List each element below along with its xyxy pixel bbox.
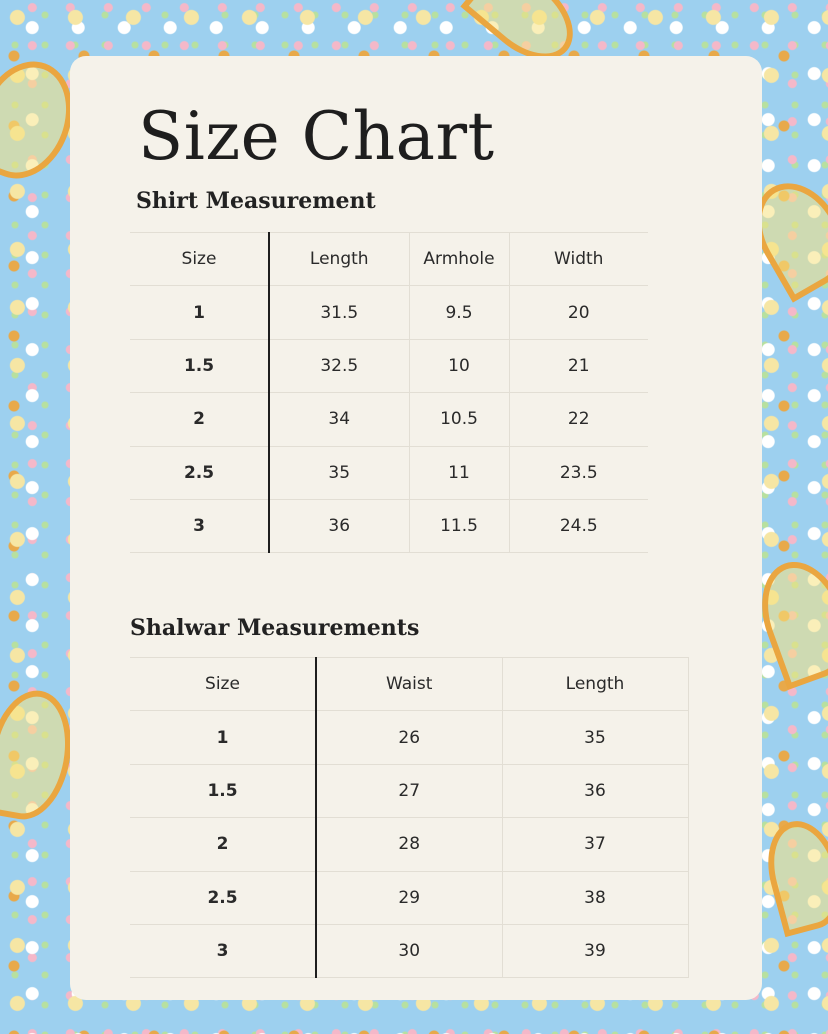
table-cell: 39 bbox=[502, 924, 688, 977]
table-cell: 9.5 bbox=[409, 286, 509, 339]
shirt-table bbox=[130, 232, 648, 553]
table-cell: 28 bbox=[316, 818, 502, 871]
table-row bbox=[130, 818, 688, 871]
table-cell: 24.5 bbox=[509, 499, 648, 552]
size-cell: 1.5 bbox=[130, 764, 316, 817]
column-header: Armhole bbox=[409, 233, 509, 286]
size-cell: 2.5 bbox=[130, 446, 269, 499]
table-cell: 34 bbox=[269, 393, 409, 446]
table-cell: 10 bbox=[409, 339, 509, 392]
table-cell: 29 bbox=[316, 871, 502, 924]
table-row bbox=[130, 286, 648, 339]
column-header: Width bbox=[509, 233, 648, 286]
table-header-row bbox=[130, 233, 648, 286]
table-cell: 11 bbox=[409, 446, 509, 499]
table-row bbox=[130, 924, 688, 977]
table-cell: 30 bbox=[316, 924, 502, 977]
column-header: Waist bbox=[316, 658, 502, 711]
shalwar-table bbox=[130, 657, 689, 978]
table-cell: 35 bbox=[269, 446, 409, 499]
table-header-row bbox=[130, 658, 688, 711]
table-row bbox=[130, 711, 688, 764]
table-row bbox=[130, 871, 688, 924]
table-cell: 21 bbox=[509, 339, 648, 392]
shirt-heading: Shirt Measurement bbox=[136, 188, 376, 214]
table-cell: 36 bbox=[269, 499, 409, 552]
table-row bbox=[130, 764, 688, 817]
table-cell: 35 bbox=[502, 711, 688, 764]
size-cell: 3 bbox=[130, 924, 316, 977]
table-cell: 36 bbox=[502, 764, 688, 817]
size-cell: 1 bbox=[130, 711, 316, 764]
table-cell: 22 bbox=[509, 393, 648, 446]
table-cell: 10.5 bbox=[409, 393, 509, 446]
size-cell: 2.5 bbox=[130, 871, 316, 924]
table-cell: 20 bbox=[509, 286, 648, 339]
table-cell: 31.5 bbox=[269, 286, 409, 339]
table-cell: 26 bbox=[316, 711, 502, 764]
table-row bbox=[130, 393, 648, 446]
table-row bbox=[130, 499, 648, 552]
size-cell: 1 bbox=[130, 286, 269, 339]
table-row bbox=[130, 339, 648, 392]
column-header: Length bbox=[502, 658, 688, 711]
column-header: Length bbox=[269, 233, 409, 286]
size-cell: 3 bbox=[130, 499, 269, 552]
table-cell: 11.5 bbox=[409, 499, 509, 552]
table-cell: 27 bbox=[316, 764, 502, 817]
size-cell: 2 bbox=[130, 818, 316, 871]
shalwar-heading: Shalwar Measurements bbox=[130, 615, 420, 641]
table-cell: 37 bbox=[502, 818, 688, 871]
page-title: Size Chart bbox=[138, 98, 495, 175]
column-header: Size bbox=[130, 233, 269, 286]
table-cell: 23.5 bbox=[509, 446, 648, 499]
size-cell: 1.5 bbox=[130, 339, 269, 392]
table-row bbox=[130, 446, 648, 499]
column-header: Size bbox=[130, 658, 316, 711]
table-cell: 38 bbox=[502, 871, 688, 924]
size-cell: 2 bbox=[130, 393, 269, 446]
table-cell: 32.5 bbox=[269, 339, 409, 392]
